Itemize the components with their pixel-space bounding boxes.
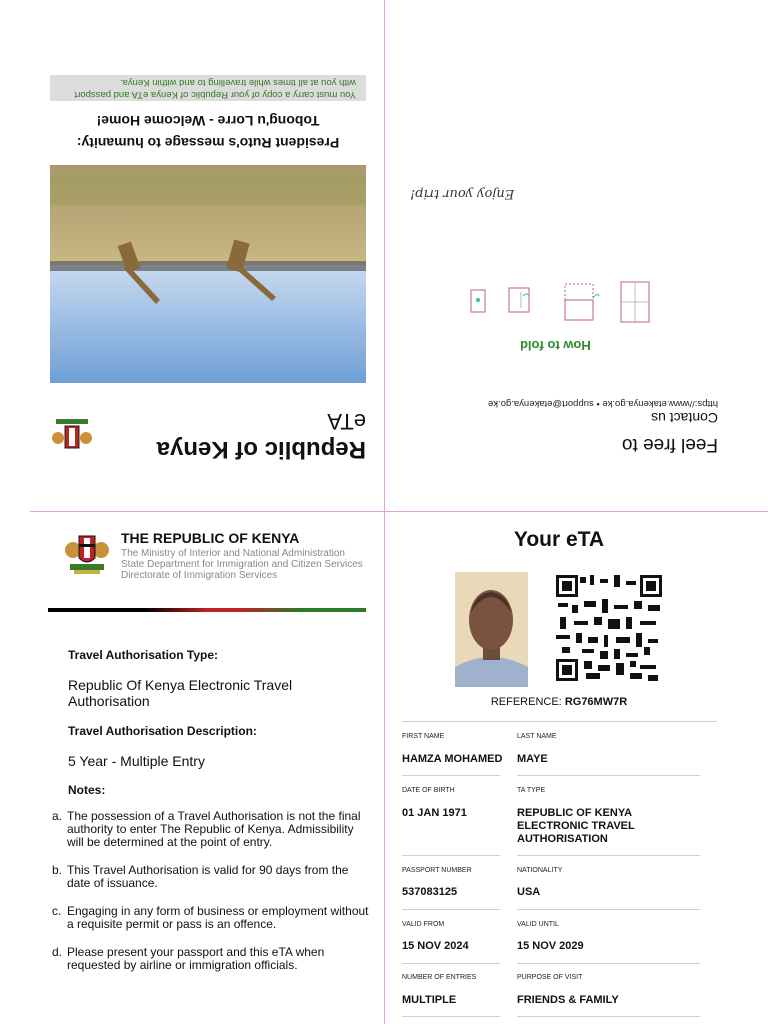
your-eta-heading: Your eTA bbox=[513, 528, 605, 551]
contact-block bbox=[468, 398, 718, 455]
fold-line-vertical bbox=[384, 0, 385, 1024]
dob-label: DATE OF BIRTH bbox=[402, 787, 455, 794]
feel-free-text: Feel free to bbox=[621, 434, 718, 455]
carry-notice bbox=[50, 75, 366, 101]
passport-photo bbox=[455, 572, 528, 687]
note-item: b. This Travel Authorisation is valid for 90 days from the date of issuance. bbox=[52, 863, 349, 890]
type-value: Republic Of Kenya Electronic Travel Authorisation bbox=[68, 677, 293, 709]
purpose-label: PURPOSE OF VISIT bbox=[517, 974, 583, 981]
fold-line-horizontal bbox=[30, 511, 768, 512]
last-name-label: LAST NAME bbox=[517, 733, 557, 740]
valid-from-label: VALID FROM bbox=[402, 921, 445, 928]
ta-type-label: TA TYPE bbox=[517, 787, 546, 794]
ta-type-value: REPUBLIC OF KENYA ELECTRONIC TRAVEL AUTHORISATION bbox=[517, 807, 635, 845]
flipped-title-line1: Republic of Kenya bbox=[156, 436, 366, 463]
divider bbox=[402, 721, 717, 722]
first-name-value: HAMZA MOHAMED bbox=[402, 753, 503, 765]
nationality-value: USA bbox=[517, 886, 541, 898]
ministry-line-1: The Ministry of Interior and National Administration bbox=[121, 548, 345, 559]
republic-title: THE REPUBLIC OF KENYA bbox=[121, 530, 300, 546]
fold-diagram bbox=[465, 280, 655, 333]
last-name-value: MAYE bbox=[517, 753, 548, 765]
ministry-line-3: Directorate of Immigration Services bbox=[121, 570, 278, 581]
passport-number-value: 537083125 bbox=[402, 886, 458, 898]
valid-from-value: 15 NOV 2024 bbox=[402, 940, 469, 952]
contact-line[interactable]: https://www.etakenya.go.ke • support@etakenya.go.ke bbox=[487, 398, 718, 409]
ministry-line-2: State Department for Immigration and Citizen Services bbox=[121, 559, 363, 570]
coat-of-arms bbox=[64, 528, 110, 576]
purpose-value: FRIENDS & FAMILY bbox=[517, 994, 619, 1006]
dob-value: 01 JAN 1971 bbox=[402, 807, 467, 819]
notes-label: Notes: bbox=[68, 783, 106, 797]
qr-code bbox=[556, 575, 662, 681]
flipped-title bbox=[130, 408, 366, 464]
valid-until-label: VALID UNTIL bbox=[517, 921, 559, 928]
note-item: d. Please present your passport and this eTA when requested by airline or immigration officials. bbox=[52, 945, 325, 972]
president-message bbox=[50, 110, 366, 154]
entries-label: NUMBER OF ENTRIES bbox=[402, 974, 477, 981]
contact-us-text: Contact us bbox=[651, 410, 718, 426]
first-name-label: FIRST NAME bbox=[402, 733, 445, 740]
type-label: Travel Authorisation Type: bbox=[68, 648, 219, 662]
ministry-lines bbox=[121, 548, 363, 581]
flipped-title-line2: eTA bbox=[327, 409, 366, 434]
giraffe-photo bbox=[50, 165, 366, 383]
president-message-title: President Ruto's message to humanity: bbox=[76, 135, 340, 151]
notes-list bbox=[52, 810, 372, 987]
description-label: Travel Authorisation Description: bbox=[68, 724, 257, 738]
reference-label: REFERENCE: bbox=[490, 696, 562, 708]
description-value: 5 Year - Multiple Entry bbox=[68, 753, 205, 769]
coat-of-arms-small bbox=[50, 414, 94, 458]
how-to-fold-heading: How to fold bbox=[520, 338, 591, 353]
nationality-label: NATIONALITY bbox=[517, 867, 563, 874]
reference-value: RG76MW7R bbox=[564, 696, 628, 708]
entries-value: MULTIPLE bbox=[402, 994, 457, 1006]
valid-until-value: 15 NOV 2029 bbox=[517, 940, 584, 952]
enjoy-trip-text: Enjoy your trip! bbox=[410, 186, 515, 201]
flag-color-bar bbox=[48, 608, 366, 612]
president-message-body: Tobong'u Lorre - Welcome Home! bbox=[96, 113, 320, 129]
carry-notice-text: You must carry a copy of your Republic of Kenya eTA and passport with you at all times while travelling to and within Kenya. bbox=[74, 77, 356, 100]
note-item: a. The possession of a Travel Authorisation is not the final authority to enter The Republic of Kenya. Admissibility will be determined at the point of entry. bbox=[52, 809, 361, 849]
passport-number-label: PASSPORT NUMBER bbox=[402, 867, 472, 874]
note-item: c. Engaging in any form of business or employment without a requisite permit or pass is an offence. bbox=[52, 904, 369, 931]
reference bbox=[384, 696, 734, 708]
